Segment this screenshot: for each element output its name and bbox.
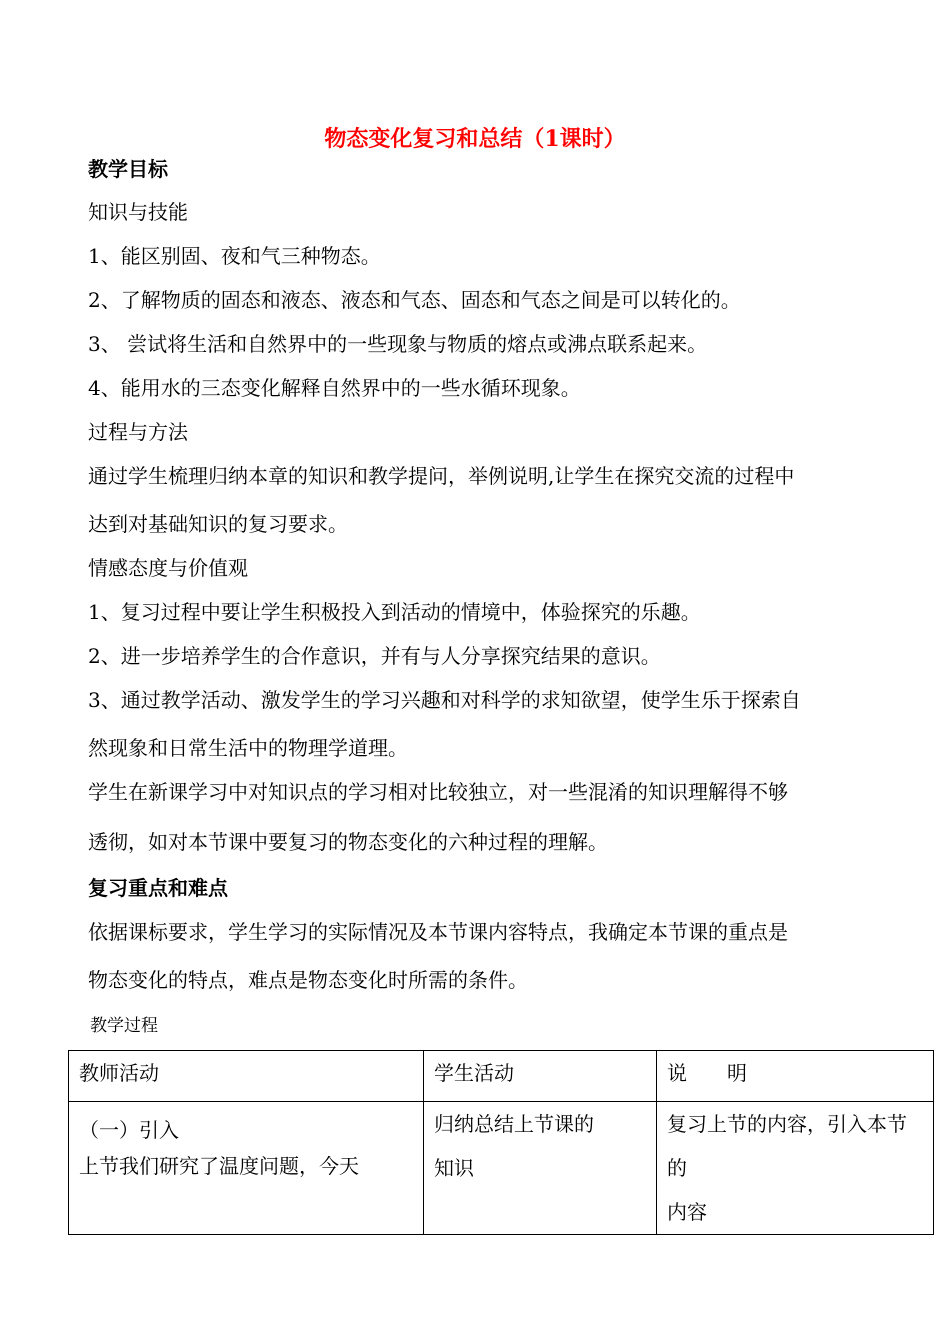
key-points-text: 物态变化的特点，难点是物态变化时所需的条件。 [88,968,528,992]
teaching-process-table [68,1050,934,1235]
table-header-row [69,1051,934,1102]
emotion-item: 然现象和日常生活中的物理学道理。 [88,736,408,760]
student-activity-line: 知识 [434,1156,474,1180]
table-row [69,1102,934,1235]
knowledge-item: 2、了解物质的固态和液态、液态和气态、固态和气态之间是可以转化的。 [88,288,741,312]
analysis-text: 透彻，如对本节课中要复习的物态变化的六种过程的理解。 [88,830,608,854]
teacher-activity-cell [69,1102,424,1235]
student-activity-line: 归纳总结上节课的 [434,1112,594,1136]
teacher-activity-line: （一）引入 [79,1118,179,1142]
process-text: 通过学生梳理归纳本章的知识和教学提问，举例说明,让学生在探究交流的过程中 [88,464,795,488]
notes-line: 复习上节的内容，引入本节的 [667,1112,907,1180]
section-heading-key-points: 复习重点和难点 [88,876,228,900]
knowledge-item: 3、 尝试将生活和自然界中的一些现象与物质的熔点或沸点联系起来。 [88,332,708,356]
subheading-emotion: 情感态度与价值观 [88,556,248,580]
notes-cell [657,1102,934,1235]
teacher-activity-line: 上节我们研究了温度问题，今天 [79,1154,359,1178]
process-text: 达到对基础知识的复习要求。 [88,512,348,536]
header-teacher-activity: 教师活动 [69,1051,424,1102]
subheading-process: 过程与方法 [88,420,188,444]
knowledge-item: 1、能区别固、夜和气三种物态。 [88,244,381,268]
knowledge-item: 4、能用水的三态变化解释自然界中的一些水循环现象。 [88,376,581,400]
emotion-item: 3、通过教学活动、激发学生的学习兴趣和对科学的求知欲望，使学生乐于探索自 [88,688,801,712]
teaching-process-label: 教学过程 [90,1016,158,1036]
emotion-item: 1、复习过程中要让学生积极投入到活动的情境中，体验探究的乐趣。 [88,600,701,624]
notes-line: 内容 [667,1200,707,1224]
header-student-activity: 学生活动 [424,1051,657,1102]
emotion-item: 2、进一步培养学生的合作意识，并有与人分享探究结果的意识。 [88,644,661,668]
analysis-text: 学生在新课学习中对知识点的学习相对比较独立，对一些混淆的知识理解得不够 [88,780,788,804]
section-heading-objectives: 教学目标 [88,157,168,181]
header-notes: 说 明 [657,1051,934,1102]
key-points-text: 依据课标要求，学生学习的实际情况及本节课内容特点，我确定本节课的重点是 [88,920,788,944]
document-title: 物态变化复习和总结（1课时） [324,126,626,152]
subheading-knowledge: 知识与技能 [88,200,188,224]
student-activity-cell [424,1102,657,1235]
